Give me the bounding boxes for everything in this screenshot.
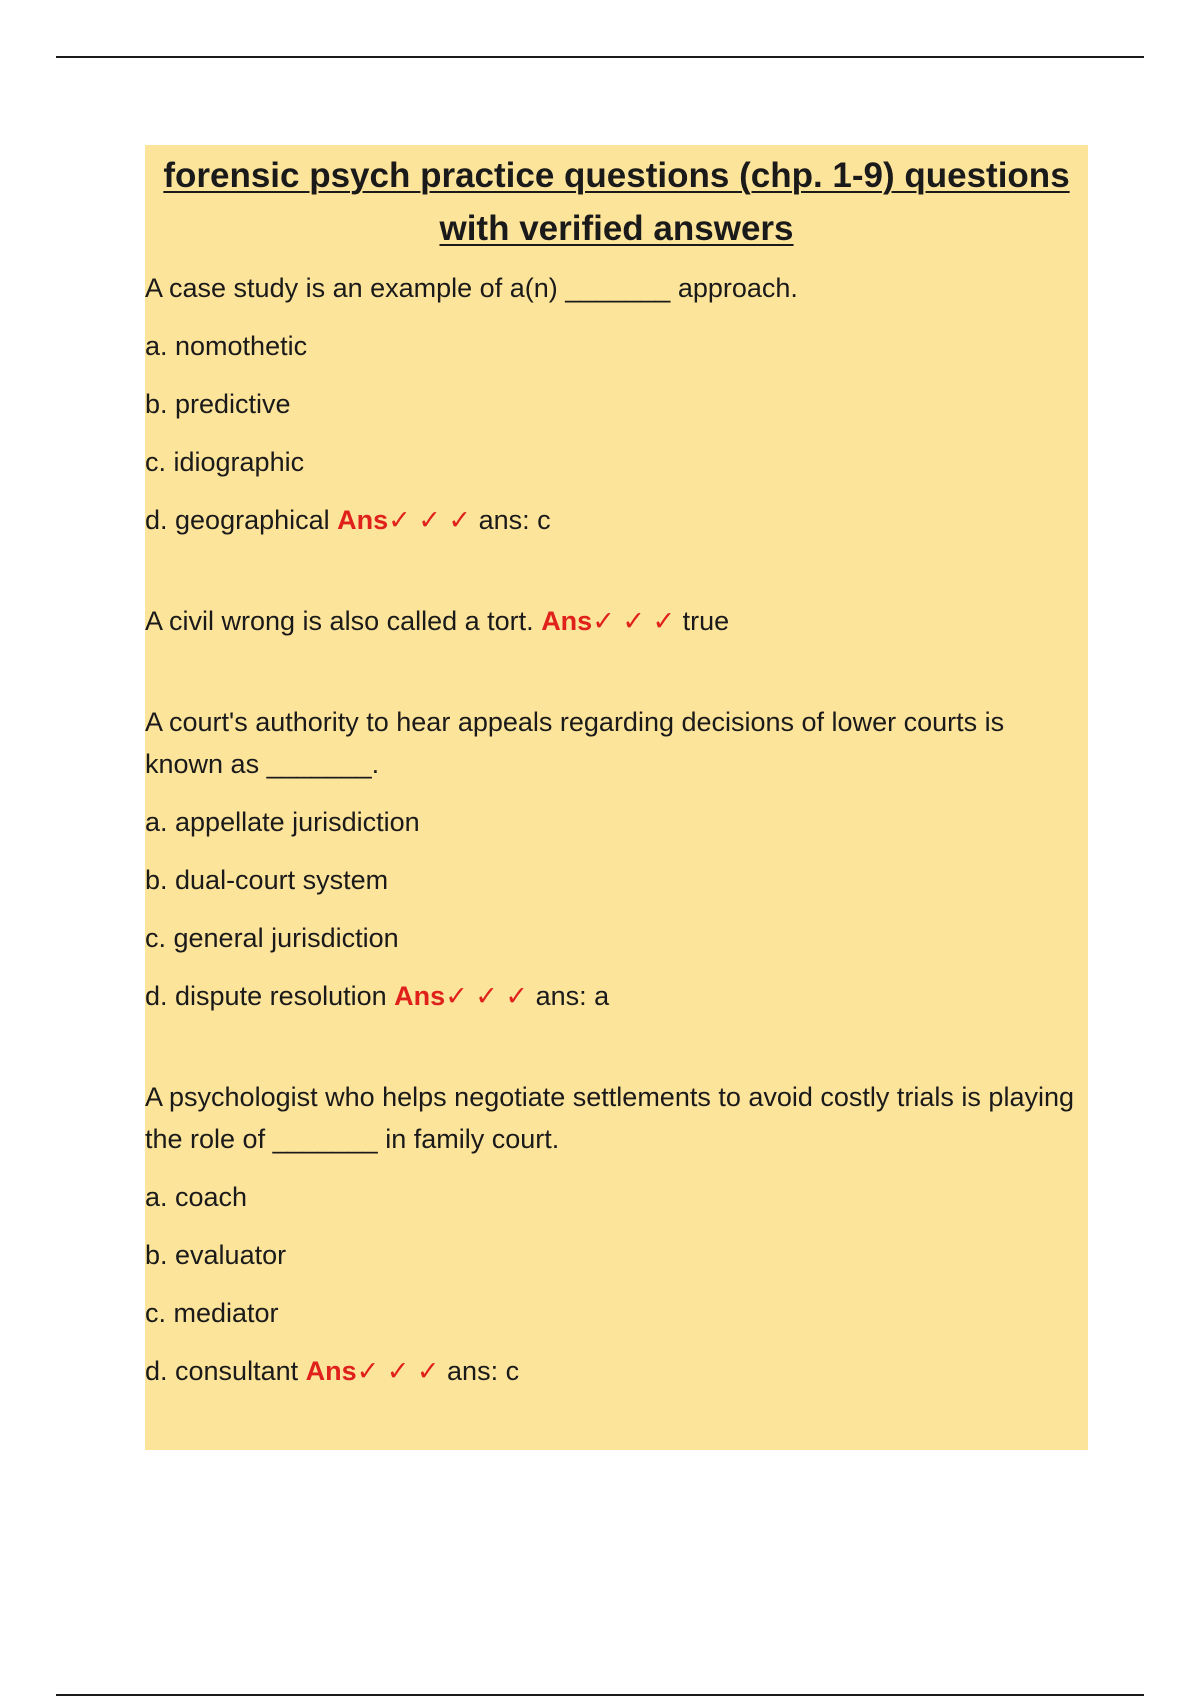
spacer xyxy=(145,541,1088,600)
answer-value: ans: a xyxy=(535,981,610,1011)
answer-label: Ans xyxy=(305,1356,357,1386)
question-4 xyxy=(145,1076,1088,1392)
answer-value: ans: c xyxy=(447,1356,520,1386)
answer-value: ans: c xyxy=(478,505,551,535)
option-d: d. geographical xyxy=(145,505,330,535)
option-c: c. mediator xyxy=(145,1298,279,1328)
option-d: d. dispute resolution xyxy=(145,981,387,1011)
answer-label: Ans xyxy=(541,606,593,636)
option-d: d. consultant xyxy=(145,1356,299,1386)
header-rule xyxy=(56,56,1144,58)
option-c: c. idiographic xyxy=(145,447,305,477)
spacer xyxy=(145,642,1088,701)
title-line-2: with verified answers xyxy=(439,209,794,248)
question-stem-with-answer xyxy=(145,600,1088,642)
option-b: b. predictive xyxy=(145,389,291,419)
option-a: a. coach xyxy=(145,1182,248,1212)
question-3 xyxy=(145,701,1088,1017)
answer-label: Ans xyxy=(337,505,389,535)
checkmark-icon: ✓ ✓ ✓ xyxy=(388,505,472,535)
answer-label: Ans xyxy=(394,981,446,1011)
option-d-with-answer xyxy=(145,975,1088,1017)
option-c: c. general jurisdiction xyxy=(145,923,399,953)
option-b: b. dual-court system xyxy=(145,865,389,895)
option-d-with-answer xyxy=(145,1350,1088,1392)
question-stem: A psychologist who helps negotiate settlements to avoid costly trials is playing the role of _______ in family court. xyxy=(145,1082,1074,1154)
highlighted-content xyxy=(145,145,1088,1450)
title-line-1: forensic psych practice questions (chp. 1-9) questions xyxy=(163,156,1070,195)
option-a: a. nomothetic xyxy=(145,331,308,361)
option-d-with-answer xyxy=(145,499,1088,541)
option-a: a. appellate jurisdiction xyxy=(145,807,420,837)
checkmark-icon: ✓ ✓ ✓ xyxy=(592,606,676,636)
footer-rule xyxy=(56,1694,1144,1696)
question-2 xyxy=(145,600,1088,642)
spacer xyxy=(145,1017,1088,1076)
question-1 xyxy=(145,267,1088,541)
answer-value: true xyxy=(682,606,730,636)
question-stem: A court's authority to hear appeals regarding decisions of lower courts is known as _______. xyxy=(145,707,1005,779)
question-stem: A civil wrong is also called a tort. xyxy=(145,606,534,636)
option-b: b. evaluator xyxy=(145,1240,287,1270)
document-title xyxy=(145,145,1088,255)
checkmark-icon: ✓ ✓ ✓ xyxy=(445,981,529,1011)
question-list xyxy=(145,267,1088,1392)
question-stem: A case study is an example of a(n) _______ approach. xyxy=(145,273,798,303)
checkmark-icon: ✓ ✓ ✓ xyxy=(356,1356,440,1386)
